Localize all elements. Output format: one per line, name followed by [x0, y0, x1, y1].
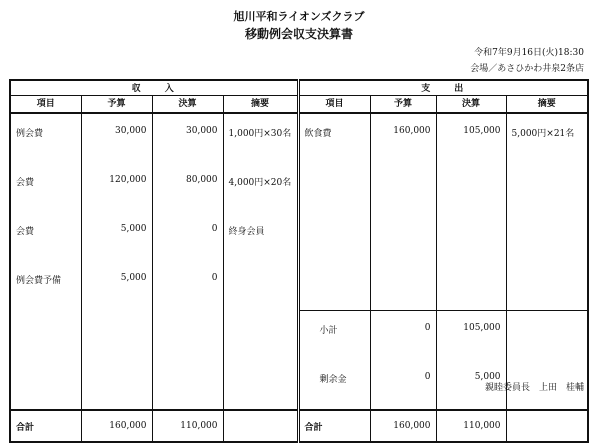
income-col-item: 項目 — [10, 96, 81, 114]
expense-actual: 105,000 — [436, 113, 506, 163]
total-row — [10, 410, 588, 442]
income-item: 会費 — [16, 178, 35, 188]
expense-subtotal-budget: 0 — [370, 311, 436, 361]
club-name: 旭川平和ライオンズクラブ — [233, 10, 365, 23]
table-row — [10, 113, 588, 163]
income-total-note — [223, 410, 298, 442]
table-row — [10, 163, 588, 212]
income-note: 4,000円×20名 — [223, 163, 298, 212]
income-budget: 30,000 — [81, 113, 152, 163]
table-row — [10, 212, 588, 261]
expense-surplus-budget: 0 — [370, 360, 436, 410]
expense-note: 5,000円×21名 — [506, 113, 588, 163]
income-total-budget: 160,000 — [81, 410, 152, 442]
income-actual: 30,000 — [152, 113, 223, 163]
income-col-actual: 決算 — [152, 96, 223, 114]
income-note: 1,000円×30名 — [223, 113, 298, 163]
expense-col-note: 摘要 — [506, 96, 588, 114]
income-actual: 0 — [152, 212, 223, 261]
expense-subtotal-label: 小計 — [298, 311, 370, 361]
income-budget: 5,000 — [81, 212, 152, 261]
income-total-label: 合計 — [10, 410, 81, 442]
income-col-budget: 予算 — [81, 96, 152, 114]
income-actual: 0 — [152, 261, 223, 311]
table-row — [10, 261, 588, 311]
expense-surplus-label: 剰余金 — [298, 360, 370, 410]
meeting-venue: 会場／あさひかわ井泉2条店 — [470, 64, 584, 74]
expense-total-actual: 110,000 — [436, 410, 506, 442]
income-col-note: 摘要 — [223, 96, 298, 114]
expense-budget: 160,000 — [370, 113, 436, 163]
expense-item: 飲食費 — [298, 113, 370, 163]
expense-col-budget: 予算 — [370, 96, 436, 114]
income-item: 例会費予備 — [16, 276, 62, 286]
signatory: 親睦委員長 上田 桂輔 — [484, 383, 584, 393]
meeting-datetime: 令和7年9月16日(火)18:30 — [474, 48, 584, 58]
income-note: 終身会員 — [223, 212, 298, 261]
expense-col-actual: 決算 — [436, 96, 506, 114]
income-note — [223, 261, 298, 311]
income-item: 例会費 — [16, 129, 44, 139]
income-total-actual: 110,000 — [152, 410, 223, 442]
expense-section-header: 支 出 — [298, 80, 588, 96]
income-section-header: 収 入 — [10, 80, 298, 96]
income-item: 会費 — [16, 227, 35, 237]
expense-total-budget: 160,000 — [370, 410, 436, 442]
document-title: 移動例会収支決算書 — [244, 27, 353, 41]
expense-total-note — [506, 410, 588, 442]
income-actual: 80,000 — [152, 163, 223, 212]
expense-surplus-actual: 5,000 — [436, 360, 506, 410]
income-budget: 5,000 — [81, 261, 152, 311]
income-budget: 120,000 — [81, 163, 152, 212]
expense-col-item: 項目 — [298, 96, 370, 114]
table-row — [10, 311, 588, 361]
expense-subtotal-actual: 105,000 — [436, 311, 506, 361]
expense-total-label: 合計 — [298, 410, 370, 442]
